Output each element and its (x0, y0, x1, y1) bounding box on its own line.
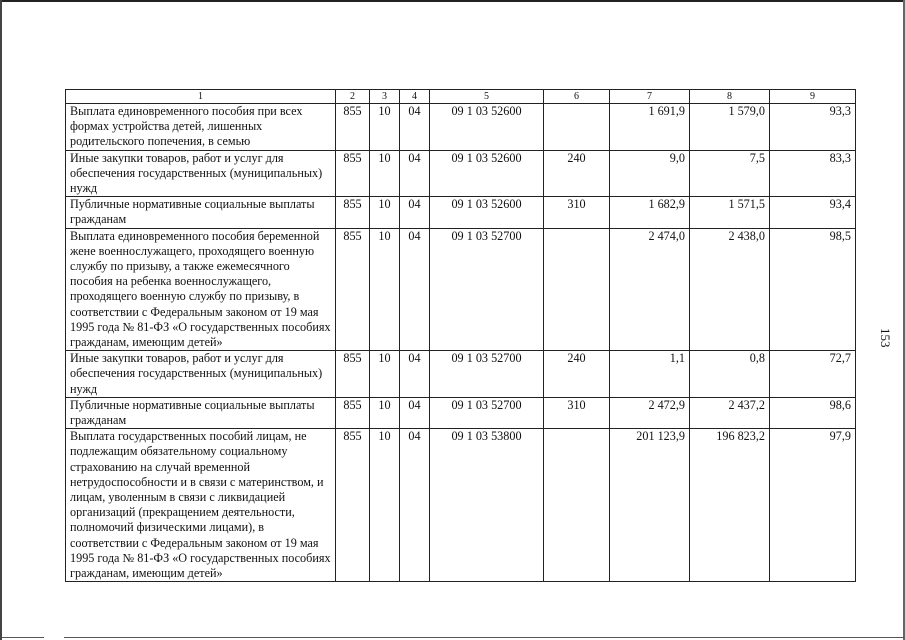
execution-percent: 72,7 (770, 351, 856, 398)
target-article-code: 09 1 03 52600 (430, 197, 544, 228)
ministry-code: 855 (336, 228, 370, 351)
column-header: 7 (610, 90, 690, 104)
subsection-code: 04 (400, 197, 430, 228)
page-number: 153 (878, 328, 893, 348)
section-code: 10 (370, 397, 400, 428)
row-name: Иные закупки товаров, работ и услуг для обеспечения государственных (муниципальных) нужд (66, 351, 336, 398)
expense-type-code (544, 228, 610, 351)
expense-type-code: 240 (544, 351, 610, 398)
table-row (66, 150, 856, 197)
expense-type-code (544, 104, 610, 151)
table-row (66, 397, 856, 428)
row-name: Публичные нормативные социальные выплаты гражданам (66, 397, 336, 428)
row-name: Выплата единовременного пособия при всех формах устройства детей, лишенных родительского попечения, в семью (66, 104, 336, 151)
execution-percent: 83,3 (770, 150, 856, 197)
column-header: 3 (370, 90, 400, 104)
ministry-code: 855 (336, 397, 370, 428)
expense-type-code (544, 429, 610, 582)
execution-percent: 93,4 (770, 197, 856, 228)
actual-amount: 7,5 (690, 150, 770, 197)
actual-amount: 1 571,5 (690, 197, 770, 228)
budget-table (65, 89, 856, 582)
ministry-code: 855 (336, 351, 370, 398)
subsection-code: 04 (400, 429, 430, 582)
ministry-code: 855 (336, 197, 370, 228)
planned-amount: 1 691,9 (610, 104, 690, 151)
planned-amount: 9,0 (610, 150, 690, 197)
header-row (66, 90, 856, 104)
section-code: 10 (370, 228, 400, 351)
column-header: 6 (544, 90, 610, 104)
target-article-code: 09 1 03 52700 (430, 228, 544, 351)
actual-amount: 2 437,2 (690, 397, 770, 428)
expense-type-code: 240 (544, 150, 610, 197)
execution-percent: 98,5 (770, 228, 856, 351)
row-name: Выплата государственных пособий лицам, не подлежащим обязательному социальному страхованию на случай временной нетрудоспособности и в связи с материнством, и лицам, уволенным в связи с ликвидацией организаций (прекращением деятельности, полномочий физическими лицами), в соответствии с Федеральным законом от 19 мая 1995 года № 81-ФЗ «О государственных пособиях гражданам, имеющим детей» (66, 429, 336, 582)
column-header: 1 (66, 90, 336, 104)
table-row (66, 351, 856, 398)
column-header: 8 (690, 90, 770, 104)
subsection-code: 04 (400, 228, 430, 351)
table-row (66, 429, 856, 582)
section-code: 10 (370, 351, 400, 398)
ministry-code: 855 (336, 104, 370, 151)
column-header: 9 (770, 90, 856, 104)
subsection-code: 04 (400, 104, 430, 151)
scan-frame-top (0, 0, 905, 2)
actual-amount: 2 438,0 (690, 228, 770, 351)
table-row (66, 197, 856, 228)
target-article-code: 09 1 03 52700 (430, 351, 544, 398)
planned-amount: 2 474,0 (610, 228, 690, 351)
target-article-code: 09 1 03 53800 (430, 429, 544, 582)
scan-frame-left (0, 0, 2, 640)
planned-amount: 1 682,9 (610, 197, 690, 228)
table-row (66, 104, 856, 151)
column-header: 5 (430, 90, 544, 104)
scan-bottom-line (64, 637, 904, 638)
actual-amount: 1 579,0 (690, 104, 770, 151)
expense-type-code: 310 (544, 397, 610, 428)
ministry-code: 855 (336, 150, 370, 197)
row-name: Выплата единовременного пособия беременной жене военнослужащего, проходящего военную службу по призыву, а также ежемесячного пособия на ребенка военнослужащего, проходящего военную службу по призыву, в соответствии с Федеральным законом от 19 мая 1995 года № 81-ФЗ «О государственных пособиях гражданам, имеющим детей» (66, 228, 336, 351)
execution-percent: 93,3 (770, 104, 856, 151)
section-code: 10 (370, 429, 400, 582)
actual-amount: 0,8 (690, 351, 770, 398)
subsection-code: 04 (400, 351, 430, 398)
row-name: Иные закупки товаров, работ и услуг для обеспечения государственных (муниципальных) нужд (66, 150, 336, 197)
scan-bottom-line (2, 637, 44, 638)
subsection-code: 04 (400, 397, 430, 428)
target-article-code: 09 1 03 52600 (430, 104, 544, 151)
expense-type-code: 310 (544, 197, 610, 228)
target-article-code: 09 1 03 52700 (430, 397, 544, 428)
table-row (66, 228, 856, 351)
planned-amount: 201 123,9 (610, 429, 690, 582)
section-code: 10 (370, 104, 400, 151)
execution-percent: 98,6 (770, 397, 856, 428)
section-code: 10 (370, 197, 400, 228)
row-name: Публичные нормативные социальные выплаты гражданам (66, 197, 336, 228)
target-article-code: 09 1 03 52600 (430, 150, 544, 197)
column-header: 2 (336, 90, 370, 104)
subsection-code: 04 (400, 150, 430, 197)
ministry-code: 855 (336, 429, 370, 582)
section-code: 10 (370, 150, 400, 197)
execution-percent: 97,9 (770, 429, 856, 582)
planned-amount: 2 472,9 (610, 397, 690, 428)
planned-amount: 1,1 (610, 351, 690, 398)
column-header: 4 (400, 90, 430, 104)
actual-amount: 196 823,2 (690, 429, 770, 582)
